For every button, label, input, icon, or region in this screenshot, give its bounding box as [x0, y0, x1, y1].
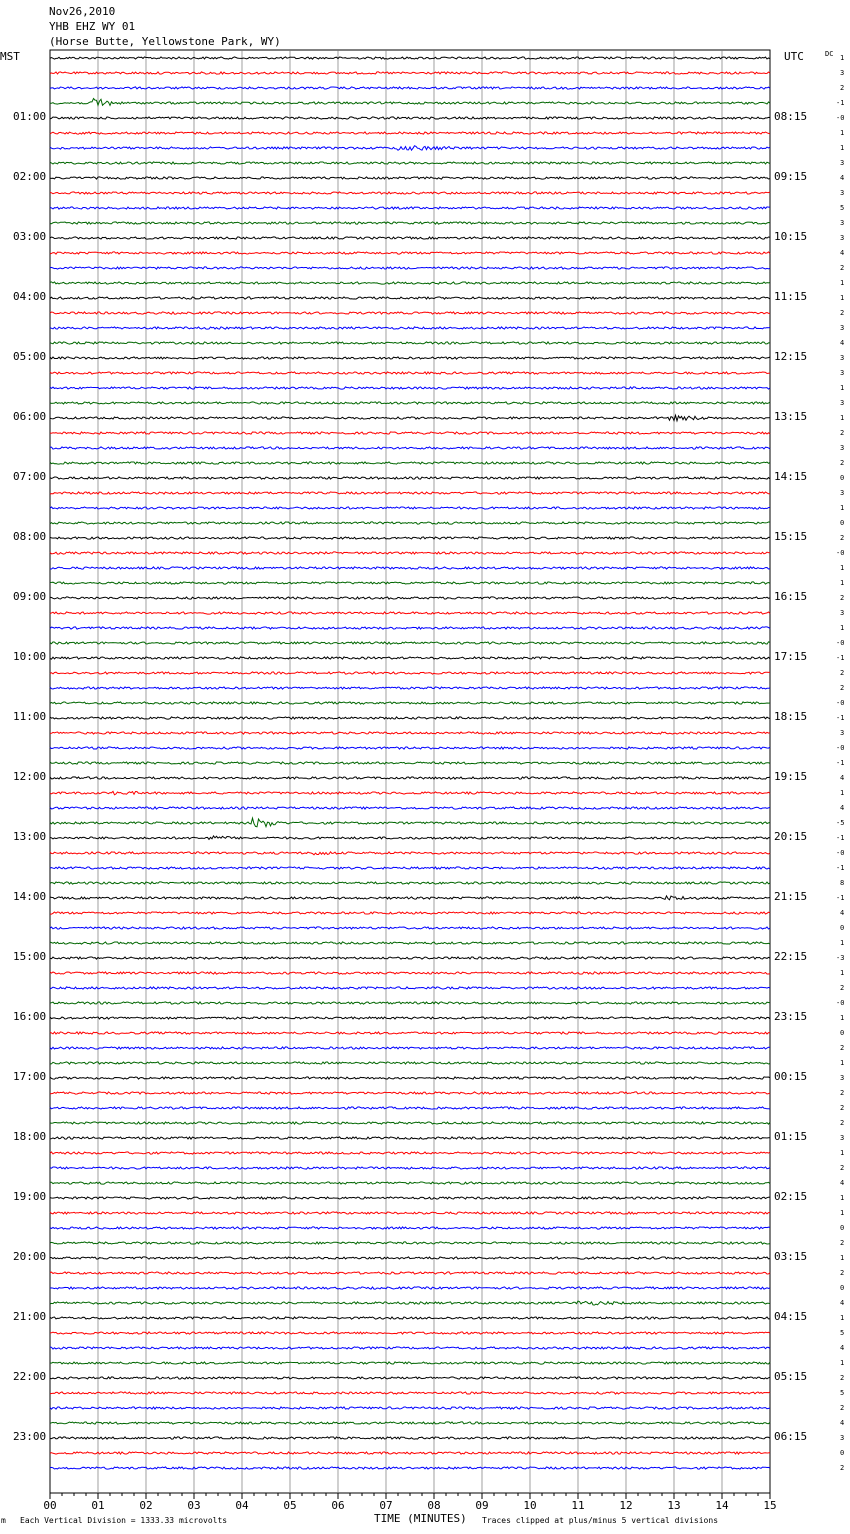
- mst-hour-label: 06:00: [13, 410, 47, 423]
- trace-row-19: [50, 342, 770, 344]
- trace-row-63: [50, 1002, 770, 1004]
- trace-row-38: [50, 627, 770, 629]
- trace-row-86: [50, 1347, 770, 1349]
- mst-hour-label: 12:00: [13, 770, 47, 783]
- trace-row-50: [50, 807, 770, 809]
- trace-row-89: [50, 1392, 770, 1394]
- mst-hour-label: 21:00: [13, 1310, 47, 1323]
- trace-row-13: [50, 252, 770, 254]
- dc-offset-label: 0: [840, 1029, 845, 1037]
- x-axis-label: TIME (MINUTES): [374, 1512, 467, 1525]
- dc-offset-label: 3: [840, 444, 845, 452]
- trace-row-77: [50, 1212, 770, 1214]
- trace-row-64: [50, 1017, 770, 1019]
- x-tick-label: 08: [427, 1499, 441, 1512]
- scale-note: Each Vertical Division = 1333.33 microvolts: [20, 1516, 228, 1525]
- mst-hour-label: 16:00: [13, 1010, 47, 1023]
- trace-row-11: [50, 222, 770, 224]
- utc-hour-label: 09:15: [774, 170, 808, 183]
- dc-offset-label: 2: [840, 984, 845, 992]
- mst-hour-label: 20:00: [13, 1250, 47, 1263]
- x-tick-label: 15: [763, 1499, 777, 1512]
- dc-offset-label: -1: [836, 864, 845, 872]
- dc-offset-label: 3: [840, 1434, 845, 1442]
- trace-row-58: [50, 927, 770, 929]
- utc-hour-label: 17:15: [774, 650, 808, 663]
- trace-row-28: [50, 477, 770, 479]
- dc-offset-label: 4: [840, 1419, 845, 1427]
- utc-hour-label: 11:15: [774, 290, 808, 303]
- mst-hour-label: 14:00: [13, 890, 47, 903]
- utc-hour-label: 02:15: [774, 1190, 808, 1203]
- trace-row-54: [50, 867, 770, 869]
- dc-offset-label: 4: [840, 804, 845, 812]
- trace-row-14: [50, 267, 770, 269]
- dc-offset-label: 1: [840, 1149, 845, 1157]
- dc-offset-label: -0: [836, 699, 845, 707]
- dc-offset-label: -1: [836, 99, 845, 107]
- trace-row-39: [50, 642, 770, 644]
- trace-row-53: [50, 852, 770, 855]
- trace-row-23: [50, 402, 770, 404]
- dc-offset-label: 3: [840, 1134, 845, 1142]
- dc-offset-label: 3: [840, 159, 845, 167]
- trace-row-40: [50, 657, 770, 659]
- dc-offset-label: 2: [840, 684, 845, 692]
- trace-row-66: [50, 1047, 770, 1049]
- dc-offset-label: 2: [840, 1239, 845, 1247]
- dc-offset-label: 2: [840, 1404, 845, 1412]
- dc-offset-label: 2: [840, 1164, 845, 1172]
- trace-row-3: [50, 99, 770, 106]
- dc-offset-label: 4: [840, 1179, 845, 1187]
- dc-offset-label: 3: [840, 69, 845, 77]
- dc-offset-label: 3: [840, 324, 845, 332]
- x-tick-label: 04: [235, 1499, 249, 1512]
- mst-hour-label: 09:00: [13, 590, 47, 603]
- date-label: Nov26,2010: [49, 5, 116, 18]
- dc-offset-label: 4: [840, 909, 845, 917]
- dc-offset-label: 2: [840, 1044, 845, 1052]
- dc-offset-label: 1: [840, 1209, 845, 1217]
- trace-row-15: [50, 282, 770, 284]
- trace-row-57: [50, 912, 770, 914]
- trace-row-10: [50, 207, 770, 209]
- dc-offset-label: 3: [840, 189, 845, 197]
- trace-row-52: [50, 836, 770, 840]
- left-timezone-label: MST: [0, 50, 20, 63]
- dc-offset-label: 1: [840, 624, 845, 632]
- utc-hour-label: 04:15: [774, 1310, 808, 1323]
- trace-row-81: [50, 1272, 770, 1274]
- dc-label: DC: [825, 50, 834, 58]
- mst-hour-label: 10:00: [13, 650, 47, 663]
- trace-row-8: [50, 177, 770, 179]
- utc-hour-label: 12:15: [774, 350, 808, 363]
- dc-offset-label: 1: [840, 1314, 845, 1322]
- trace-row-70: [50, 1107, 770, 1109]
- trace-row-72: [50, 1137, 770, 1139]
- mst-hour-label: 05:00: [13, 350, 47, 363]
- dc-offset-label: 3: [840, 219, 845, 227]
- mst-hour-label: 19:00: [13, 1190, 47, 1203]
- trace-row-92: [50, 1437, 770, 1439]
- trace-row-20: [50, 357, 770, 359]
- dc-offset-label: 4: [840, 1344, 845, 1352]
- utc-hour-label: 16:15: [774, 590, 808, 603]
- trace-row-6: [50, 146, 770, 150]
- trace-row-21: [50, 372, 770, 374]
- dc-offset-label: 2: [840, 459, 845, 467]
- x-tick-label: 12: [619, 1499, 633, 1512]
- dc-offset-label: -1: [836, 834, 845, 842]
- dc-offset-label: 1: [840, 414, 845, 422]
- x-tick-label: 10: [523, 1499, 537, 1512]
- dc-offset-label: 2: [840, 1119, 845, 1127]
- trace-row-84: [50, 1317, 770, 1319]
- trace-row-32: [50, 537, 770, 539]
- utc-hour-label: 06:15: [774, 1430, 808, 1443]
- trace-row-7: [50, 162, 770, 164]
- dc-offset-label: 3: [840, 354, 845, 362]
- dc-offset-label: 0: [840, 474, 845, 482]
- dc-offset-label: 1: [840, 384, 845, 392]
- dc-offset-label: -0: [836, 549, 845, 557]
- trace-row-36: [50, 597, 770, 599]
- trace-row-49: [50, 791, 770, 794]
- trace-row-90: [50, 1407, 770, 1409]
- dc-offset-label: 1: [840, 54, 845, 62]
- dc-offset-label: 2: [840, 429, 845, 437]
- dc-offset-label: 1: [840, 579, 845, 587]
- mst-hour-label: 08:00: [13, 530, 47, 543]
- dc-offset-label: -5: [836, 819, 845, 827]
- trace-row-22: [50, 387, 770, 389]
- trace-row-17: [50, 312, 770, 314]
- dc-offset-label: 2: [840, 1089, 845, 1097]
- mst-hour-label: 02:00: [13, 170, 47, 183]
- trace-row-34: [50, 567, 770, 569]
- trace-row-71: [50, 1122, 770, 1124]
- dc-offset-label: 2: [840, 264, 845, 272]
- trace-row-2: [50, 87, 770, 89]
- trace-row-93: [50, 1452, 770, 1454]
- dc-offset-label: 5: [840, 1389, 845, 1397]
- dc-offset-label: 8: [840, 879, 845, 887]
- dc-offset-label: -0: [836, 639, 845, 647]
- dc-offset-label: 0: [840, 1449, 845, 1457]
- trace-row-1: [50, 72, 770, 74]
- trace-row-88: [50, 1377, 770, 1379]
- trace-row-35: [50, 582, 770, 584]
- trace-row-33: [50, 552, 770, 554]
- trace-row-44: [50, 717, 770, 719]
- trace-row-12: [50, 237, 770, 239]
- dc-offset-label: 2: [840, 594, 845, 602]
- dc-offset-label: 1: [840, 1059, 845, 1067]
- dc-offset-label: 5: [840, 204, 845, 212]
- trace-row-9: [50, 192, 770, 194]
- dc-offset-label: 3: [840, 234, 845, 242]
- trace-row-61: [50, 972, 770, 974]
- dc-offset-label: 1: [840, 129, 845, 137]
- dc-offset-label: 1: [840, 1359, 845, 1367]
- x-tick-label: 00: [43, 1499, 57, 1512]
- trace-row-78: [50, 1227, 770, 1229]
- micro-label: m: [1, 1516, 6, 1525]
- utc-hour-label: 10:15: [774, 230, 808, 243]
- utc-hour-label: 08:15: [774, 110, 808, 123]
- trace-row-47: [50, 762, 770, 764]
- dc-offset-label: 3: [840, 1074, 845, 1082]
- dc-offset-label: -3: [836, 954, 845, 962]
- dc-offset-label: 1: [840, 294, 845, 302]
- trace-row-0: [50, 57, 770, 59]
- x-tick-label: 14: [715, 1499, 729, 1512]
- trace-row-94: [50, 1467, 770, 1469]
- trace-row-79: [50, 1242, 770, 1244]
- trace-row-56: [50, 896, 770, 900]
- x-tick-label: 02: [139, 1499, 153, 1512]
- trace-row-82: [50, 1287, 770, 1289]
- trace-row-62: [50, 987, 770, 989]
- mst-hour-label: 22:00: [13, 1370, 47, 1383]
- dc-offset-label: 1: [840, 969, 845, 977]
- utc-hour-label: 18:15: [774, 710, 808, 723]
- x-tick-label: 01: [91, 1499, 105, 1512]
- trace-row-51: [50, 818, 770, 827]
- dc-offset-label: 2: [840, 534, 845, 542]
- mst-hour-label: 23:00: [13, 1430, 47, 1443]
- dc-offset-label: 4: [840, 174, 845, 182]
- trace-row-26: [50, 447, 770, 449]
- station-label: YHB EHZ WY 01: [49, 20, 136, 33]
- dc-offset-label: 3: [840, 399, 845, 407]
- trace-row-69: [50, 1092, 770, 1094]
- utc-hour-label: 20:15: [774, 830, 808, 843]
- dc-offset-label: 1: [840, 504, 845, 512]
- trace-row-59: [50, 942, 770, 944]
- dc-offset-label: 2: [840, 1269, 845, 1277]
- trace-row-29: [50, 492, 770, 494]
- trace-row-31: [50, 522, 770, 524]
- trace-row-87: [50, 1362, 770, 1364]
- dc-offset-label: 2: [840, 669, 845, 677]
- utc-hour-label: 15:15: [774, 530, 808, 543]
- dc-offset-label: 1: [840, 939, 845, 947]
- trace-row-74: [50, 1167, 770, 1169]
- dc-offset-label: 1: [840, 279, 845, 287]
- dc-offset-label: 2: [840, 1464, 845, 1472]
- trace-row-67: [50, 1062, 770, 1064]
- dc-offset-label: 3: [840, 489, 845, 497]
- dc-offset-label: -1: [836, 714, 845, 722]
- utc-hour-label: 23:15: [774, 1010, 808, 1023]
- dc-offset-label: 4: [840, 339, 845, 347]
- dc-offset-label: 0: [840, 519, 845, 527]
- dc-offset-label: 1: [840, 789, 845, 797]
- utc-hour-label: 01:15: [774, 1130, 808, 1143]
- mst-hour-label: 17:00: [13, 1070, 47, 1083]
- dc-offset-label: 1: [840, 564, 845, 572]
- dc-offset-label: 1: [840, 144, 845, 152]
- dc-offset-label: -1: [836, 894, 845, 902]
- utc-hour-label: 00:15: [774, 1070, 808, 1083]
- trace-row-76: [50, 1197, 770, 1199]
- trace-row-85: [50, 1332, 770, 1334]
- mst-hour-label: 15:00: [13, 950, 47, 963]
- dc-offset-label: -0: [836, 114, 845, 122]
- utc-hour-label: 03:15: [774, 1250, 808, 1263]
- dc-offset-label: 1: [840, 1014, 845, 1022]
- trace-row-68: [50, 1077, 770, 1079]
- x-tick-label: 07: [379, 1499, 393, 1512]
- dc-offset-label: -1: [836, 654, 845, 662]
- utc-hour-label: 14:15: [774, 470, 808, 483]
- dc-offset-label: 0: [840, 1284, 845, 1292]
- dc-offset-label: 3: [840, 609, 845, 617]
- trace-row-83: [50, 1301, 770, 1305]
- dc-offset-label: -0: [836, 999, 845, 1007]
- x-tick-label: 13: [667, 1499, 681, 1512]
- trace-row-30: [50, 507, 770, 509]
- dc-offset-label: 2: [840, 84, 845, 92]
- trace-row-42: [50, 687, 770, 689]
- x-tick-label: 03: [187, 1499, 201, 1512]
- x-tick-label: 09: [475, 1499, 489, 1512]
- trace-row-55: [50, 882, 770, 884]
- utc-hour-label: 13:15: [774, 410, 808, 423]
- trace-row-18: [50, 327, 770, 329]
- trace-row-41: [50, 672, 770, 674]
- trace-row-25: [50, 432, 770, 434]
- dc-offset-label: 1: [840, 1254, 845, 1262]
- clip-note: Traces clipped at plus/minus 5 vertical divisions: [482, 1516, 719, 1525]
- mst-hour-label: 13:00: [13, 830, 47, 843]
- mst-hour-label: 11:00: [13, 710, 47, 723]
- trace-row-60: [50, 957, 770, 959]
- trace-row-46: [50, 747, 770, 749]
- mst-hour-label: 18:00: [13, 1130, 47, 1143]
- trace-row-48: [50, 777, 770, 779]
- dc-offset-label: 0: [840, 1224, 845, 1232]
- x-tick-label: 11: [571, 1499, 585, 1512]
- trace-row-16: [50, 297, 770, 299]
- mst-hour-label: 01:00: [13, 110, 47, 123]
- right-timezone-label: UTC: [784, 50, 804, 63]
- dc-offset-label: 4: [840, 1299, 845, 1307]
- dc-offset-label: 2: [840, 309, 845, 317]
- dc-offset-label: 2: [840, 1104, 845, 1112]
- location-label: (Horse Butte, Yellowstone Park, WY): [49, 35, 281, 48]
- utc-hour-label: 05:15: [774, 1370, 808, 1383]
- trace-row-75: [50, 1182, 770, 1184]
- trace-row-27: [50, 462, 770, 464]
- trace-row-80: [50, 1257, 770, 1259]
- trace-row-65: [50, 1032, 770, 1034]
- utc-hour-label: 22:15: [774, 950, 808, 963]
- x-tick-label: 06: [331, 1499, 345, 1512]
- dc-offset-label: 4: [840, 249, 845, 257]
- dc-offset-label: 2: [840, 1374, 845, 1382]
- trace-row-45: [50, 732, 770, 734]
- trace-row-4: [50, 117, 770, 119]
- mst-hour-label: 07:00: [13, 470, 47, 483]
- mst-hour-label: 03:00: [13, 230, 47, 243]
- trace-row-43: [50, 702, 770, 704]
- dc-offset-label: 4: [840, 774, 845, 782]
- dc-offset-label: 0: [840, 924, 845, 932]
- utc-hour-label: 21:15: [774, 890, 808, 903]
- dc-offset-label: 1: [840, 1194, 845, 1202]
- trace-row-24: [50, 415, 770, 421]
- dc-offset-label: 3: [840, 729, 845, 737]
- dc-offset-label: -0: [836, 849, 845, 857]
- trace-row-73: [50, 1152, 770, 1154]
- mst-hour-label: 04:00: [13, 290, 47, 303]
- x-tick-label: 05: [283, 1499, 297, 1512]
- trace-row-37: [50, 612, 770, 614]
- trace-row-5: [50, 132, 770, 134]
- utc-hour-label: 19:15: [774, 770, 808, 783]
- dc-offset-label: -1: [836, 759, 845, 767]
- trace-row-91: [50, 1422, 770, 1424]
- dc-offset-label: 3: [840, 369, 845, 377]
- dc-offset-label: 5: [840, 1329, 845, 1337]
- dc-offset-label: -0: [836, 744, 845, 752]
